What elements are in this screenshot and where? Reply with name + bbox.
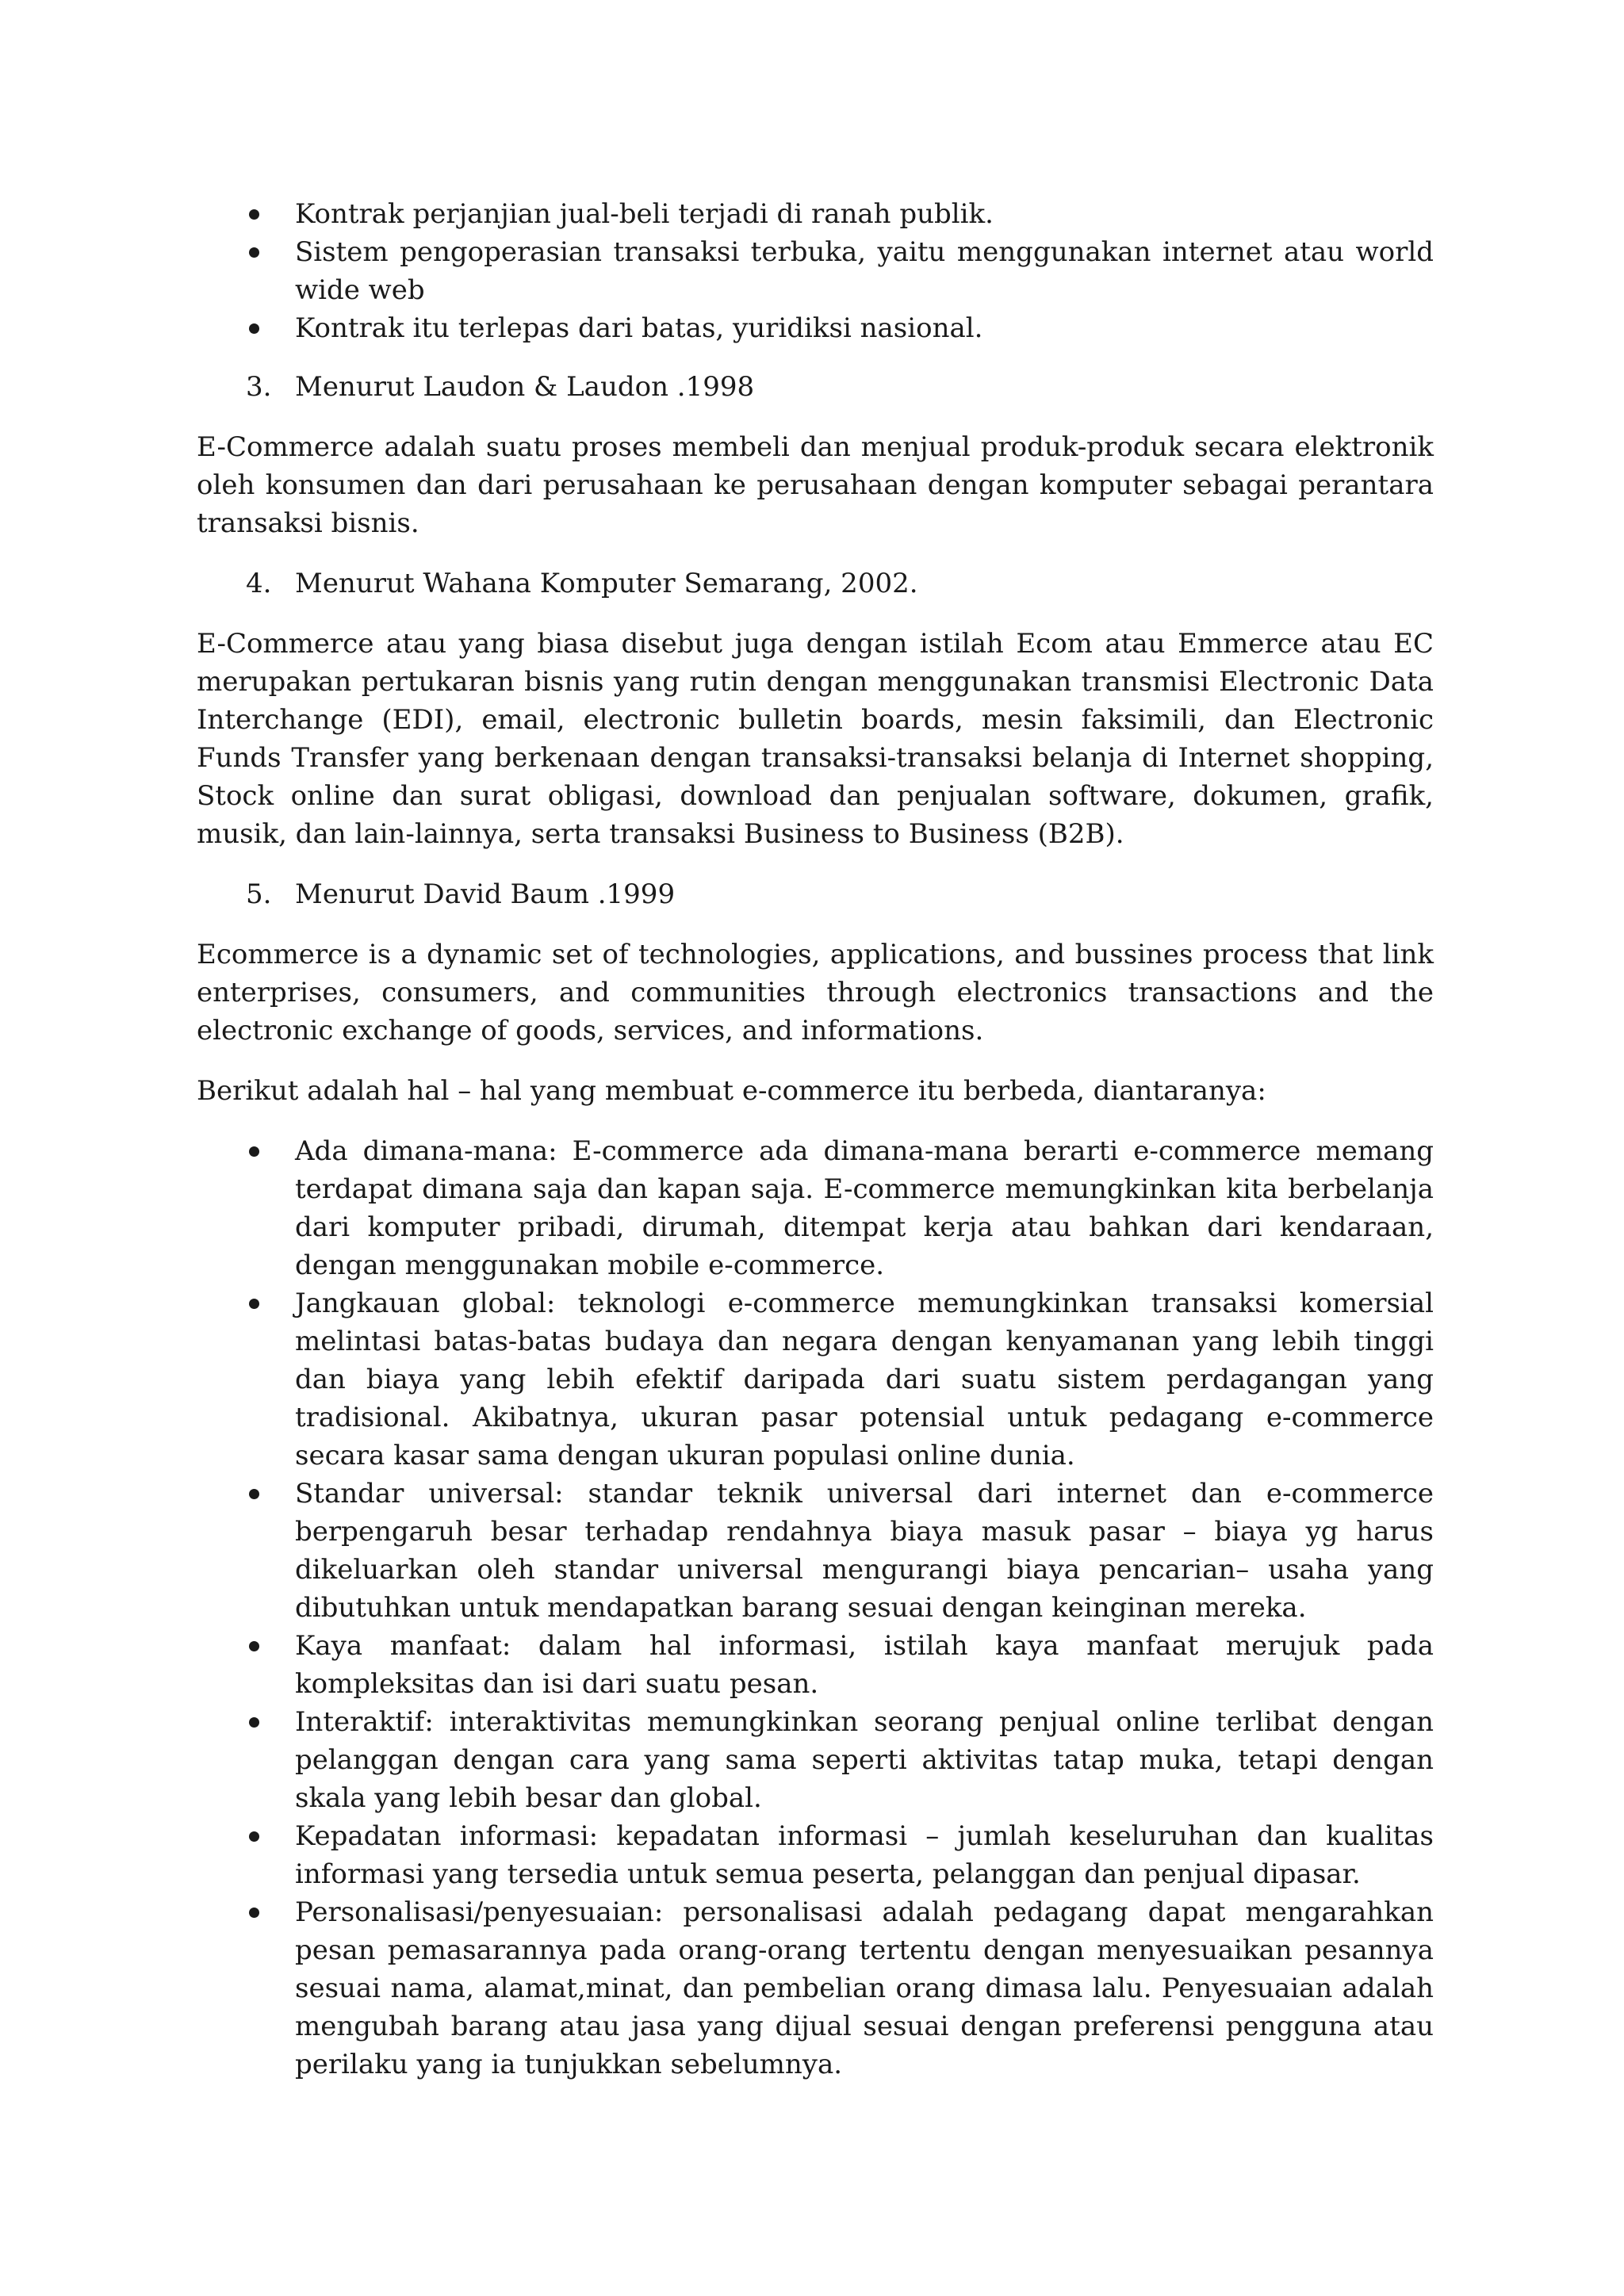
page-content: [197, 195, 1434, 2084]
bullet-text: Jangkauan global: teknologi e-commerce memungkinkan transaksi komersial melintasi batas-batas budaya dan negara dengan kenyamanan yang lebih tinggi dan biaya yang lebih efektif daripada dari suatu sistem perdagangan yang tradisional. Akibatnya, ukuran pasar potensial untuk pedagang e-commerce secara kasar sama dengan ukuran populasi online dunia.: [295, 1288, 1434, 1471]
bullet-icon: [249, 1717, 259, 1728]
bullet-icon: [249, 1831, 259, 1842]
bullet-text: Kontrak itu terlepas dari batas, yuridiksi nasional.: [295, 312, 983, 344]
bullet-text: Kontrak perjanjian jual-beli terjadi di ranah publik.: [295, 198, 994, 230]
top-bullet-list: [197, 195, 1434, 347]
bullet-icon: [249, 1146, 259, 1157]
section-heading-text: Menurut Laudon & Laudon .1998: [295, 371, 755, 403]
bullet-text: Personalisasi/penyesuaian: personalisasi adalah pedagang dapat mengarahkan pesan pemasarannya pada orang-orang tertentu dengan menyesuaikan pesannya sesuai nama, alamat,minat, dan pembelian orang dimasa lalu. Penyesuaian adalah mengubah barang atau jasa yang dijual sesuai dengan preferensi pengguna atau perilaku yang ia tunjukkan sebelumnya.: [295, 1896, 1434, 2080]
bullet-icon: [249, 1299, 259, 1309]
bullet-icon: [249, 323, 259, 334]
list-item: [197, 1893, 1434, 2084]
section-number: 4.: [246, 568, 272, 599]
section-heading: [197, 368, 1434, 406]
bullet-icon: [249, 1489, 259, 1499]
bullet-icon: [249, 209, 259, 220]
list-item: [197, 1627, 1434, 1703]
list-item: [197, 1132, 1434, 1284]
list-item: [197, 195, 1434, 233]
bullet-icon: [249, 247, 259, 258]
section-number: 5.: [246, 878, 272, 910]
list-item: [197, 1475, 1434, 1627]
section-paragraph: E-Commerce adalah suatu proses membeli dan menjual produk-produk secara elektronik oleh konsumen dan dari perusahaan ke perusahaan dengan komputer sebagai perantara transaksi bisnis.: [197, 431, 1434, 539]
list-item: [197, 1817, 1434, 1893]
bullet-text: Sistem pengoperasian transaksi terbuka, yaitu menggunakan internet atau world wide web: [295, 236, 1434, 306]
bullet-text: Kaya manfaat: dalam hal informasi, istilah kaya manfaat merujuk pada kompleksitas dan isi dari suatu pesan.: [295, 1630, 1434, 1700]
bullet-icon: [249, 1641, 259, 1651]
intro-paragraph: Berikut adalah hal – hal yang membuat e-commerce itu berbeda, diantaranya:: [197, 1075, 1266, 1107]
list-item: [197, 1703, 1434, 1817]
section-heading-text: Menurut David Baum .1999: [295, 878, 676, 910]
bullet-icon: [249, 1908, 259, 1918]
bullet-text: Standar universal: standar teknik universal dari internet dan e-commerce berpengaruh besar terhadap rendahnya biaya masuk pasar – biaya yg harus dikeluarkan oleh standar universal mengurangi biaya pencarian– usaha yang dibutuhkan untuk mendapatkan barang sesuai dengan keinginan mereka.: [295, 1478, 1434, 1624]
section-heading-text: Menurut Wahana Komputer Semarang, 2002.: [295, 568, 918, 599]
section-heading: [197, 564, 1434, 603]
list-item: [197, 309, 1434, 347]
section-heading: [197, 875, 1434, 913]
section-paragraph: E-Commerce atau yang biasa disebut juga dengan istilah Ecom atau Emmerce atau EC merupakan pertukaran bisnis yang rutin dengan menggunakan transmisi Electronic Data Interchange (EDI), email, electronic bulletin boards, mesin faksimili, dan Electronic Funds Transfer yang berkenaan dengan transaksi-transaksi belanja di Internet shopping, Stock online dan surat obligasi, download dan penjualan software, dokumen, grafik, musik, dan lain-lainnya, serta transaksi Business to Business (B2B).: [197, 628, 1434, 850]
feature-bullet-list: [197, 1132, 1434, 2084]
section-paragraph: Ecommerce is a dynamic set of technologies, applications, and bussines process that link enterprises, consumers, and communities through electronics transactions and the electronic exchange of goods, services, and informations.: [197, 939, 1434, 1047]
bullet-text: Kepadatan informasi: kepadatan informasi – jumlah keseluruhan dan kualitas informasi yang tersedia untuk semua peserta, pelanggan dan penjual dipasar.: [295, 1820, 1434, 1890]
list-item: [197, 1284, 1434, 1475]
list-item: [197, 233, 1434, 309]
bullet-text: Interaktif: interaktivitas memungkinkan seorang penjual online terlibat dengan pelanggan dengan cara yang sama seperti aktivitas tatap muka, tetapi dengan skala yang lebih besar dan global.: [295, 1706, 1434, 1814]
section-number: 3.: [246, 371, 272, 403]
bullet-text: Ada dimana-mana: E-commerce ada dimana-mana berarti e-commerce memang terdapat dimana saja dan kapan saja. E-commerce memungkinkan kita berbelanja dari komputer pribadi, dirumah, ditempat kerja atau bahkan dari kendaraan, dengan menggunakan mobile e-commerce.: [295, 1135, 1434, 1281]
